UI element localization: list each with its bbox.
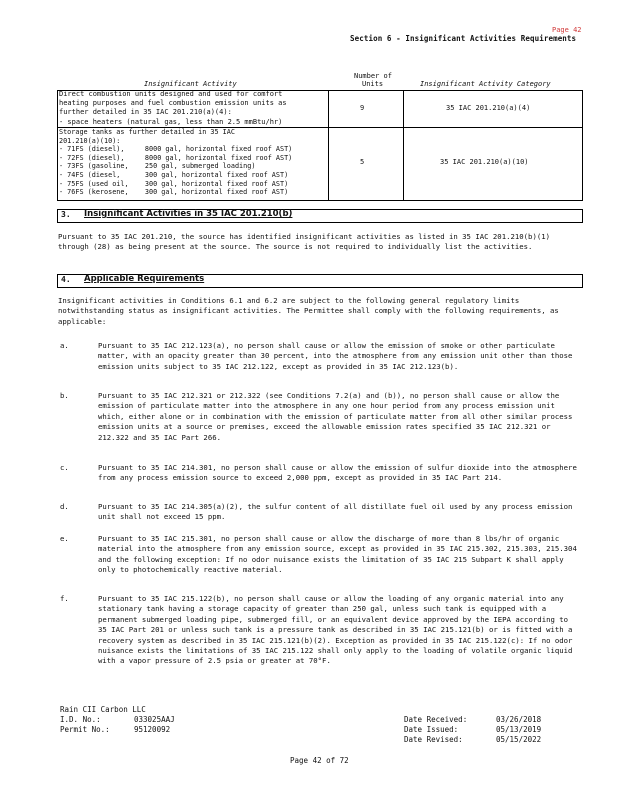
section-header-title: Section 6 - Insignificant Activities Requirements: [350, 34, 577, 43]
item-e-label: e.: [60, 534, 69, 543]
footer-id-label: I.D. No.:: [60, 715, 101, 724]
table-row-2-category: 35 IAC 201.210(a)(10): [440, 158, 529, 166]
item-f-label: f.: [60, 594, 69, 603]
item-a-text: Pursuant to 35 IAC 212.123(a), no person shall cause or allow the emission of smoke or other particulate matter, with an opacity greater than 30 percent, into the atmosphere from any emission unit other than those emission units subject to 35 IAC 212.122, except as provided in 35 IAC 212.123(b).: [98, 341, 573, 371]
item-b-text: Pursuant to 35 IAC 212.321 or 212.322 (see Conditions 7.2(a) and (b)), no person shall cause or allow the emission of particulate matter into the atmosphere in any one hour period from any process emission unit which, either alone or in combination with the emission of particulate matter from all other similar process emission units at a source or premises, exceed the allowable emission rates specified 35 IAC 212.321 or 212.322 and 35 IAC Part 266.: [98, 391, 573, 442]
table-vline-left: [57, 90, 58, 201]
footer-revised-value: 05/15/2022: [496, 735, 542, 744]
item-c-text: Pursuant to 35 IAC 214.301, no person shall cause or allow the emission of sulfur dioxide into the atmosphere from any process emission source to exceed 2,000 ppm, except as provided in 35 IAC Part 214.: [98, 463, 577, 483]
item-a-label: a.: [60, 341, 69, 350]
footer-issued-value: 05/13/2019: [496, 725, 542, 734]
page-number: Page 42 of 72: [290, 756, 349, 765]
item-d-text: Pursuant to 35 IAC 214.305(a)(2), the sulfur content of all distillate fuel oil used by any process emission unit shall not exceed 15 ppm.: [98, 502, 573, 522]
section-4-title: Applicable Requirements: [84, 274, 205, 284]
footer-received-label: Date Received:: [404, 715, 468, 724]
footer-permit-label: Permit No.:: [60, 725, 110, 734]
footer-id-value: 033025AAJ: [134, 715, 175, 724]
item-d-label: d.: [60, 502, 69, 511]
col-header-activity: Insignificant Activity: [144, 80, 237, 88]
page-stamp: Page 42: [552, 26, 582, 34]
section-3-body: Pursuant to 35 IAC 201.210, the source has identified insignificant activities as listed in 35 IAC 201.210(b)(1) through (28) as being present at the source. The source is not required to individually list the activities.: [58, 232, 551, 252]
footer-permit-value: 95120092: [134, 725, 171, 734]
table-row-2-units: 5: [360, 158, 365, 166]
table-vline-2: [403, 90, 404, 201]
table-row-1-units: 9: [360, 104, 365, 112]
table-vline-right: [582, 90, 583, 201]
col-header-units-1: Number of: [354, 72, 392, 80]
footer-issued-label: Date Issued:: [404, 725, 459, 734]
table-row-2-activity: Storage tanks as further detailed in 35 IAC 201.210(a)(10): - 71FS (diesel), 8000 gal, horizontal fixed roof AST) - 72FS (diesel), 8000 gal, horizontal fixed roof AST) - 73FS (gasoline, 250 gal, submerged loading) - 74FS (diesel, 300 gal, horizontal fixed roof AST) - 75FS (used oil, 300 gal, horizontal fixed roof AST) - 76FS (kerosene, 300 gal, horizontal fixed roof AST): [59, 128, 293, 197]
footer-revised-label: Date Revised:: [404, 735, 463, 744]
col-header-units-2: Units: [362, 80, 384, 88]
item-e-text: Pursuant to 35 IAC 215.301, no person shall cause or allow the discharge of more than 8 lbs/hr of organic material into the atmosphere from any emission source, except as provided in 35 IAC 215.302, 215.303, 215.304 and the following exception: If no odor nuisance exists the limitation of 35 IAC 215 Subpart K shall apply only to photochemically reactive material.: [98, 534, 577, 575]
footer-received-value: 03/26/2018: [496, 715, 542, 724]
item-f-text: Pursuant to 35 IAC 215.122(b), no person shall cause or allow the loading of any organic material into any stationary tank having a storage capacity of greater than 250 gal, unless such tank is equipped with a permanent submerged loading pipe, submerged fill, or an equivalent device approved by the IEPA according to 35 IAC Part 201 or unless such tank is a pressure tank as described in 35 IAC 215.121(b) or is fitted with a recovery system as described in 35 IAC 215.121(b)(2). Exception as provided in 35 IAC 215.122(c): If no odor nuisance exists the limitations of 35 IAC 215.122 shall only apply to the loading of volatile organic liquid with a vapor pressure of 2.5 psia or greater at 70°F.: [98, 594, 573, 666]
table-line-bottom: [57, 200, 583, 201]
table-row-1-activity: Direct combustion units designed and used for comfort heating purposes and fuel combustion emission units as further detailed in 35 IAC 201.210(a)(4): - space heaters (natural gas, less than 2.5 mmBtu/hr): [59, 90, 287, 126]
item-b-label: b.: [60, 391, 69, 400]
table-vline-1: [328, 90, 329, 201]
section-4-number: 4.: [61, 275, 71, 284]
footer-company: Rain CII Carbon LLC: [60, 705, 146, 714]
col-header-category: Insignificant Activity Category: [420, 80, 551, 88]
item-c-label: c.: [60, 463, 69, 472]
table-row-1-category: 35 IAC 201.210(a)(4): [446, 104, 531, 112]
section-4-intro: Insignificant activities in Conditions 6.1 and 6.2 are subject to the following general regulatory limits notwithstanding status as insignificant activities. The Permittee shall comply with the following requirements, as applicable:: [58, 296, 559, 326]
section-3-number: 3.: [61, 210, 71, 219]
section-3-title: Insignificant Activities in 35 IAC 201.210(b): [84, 209, 293, 219]
